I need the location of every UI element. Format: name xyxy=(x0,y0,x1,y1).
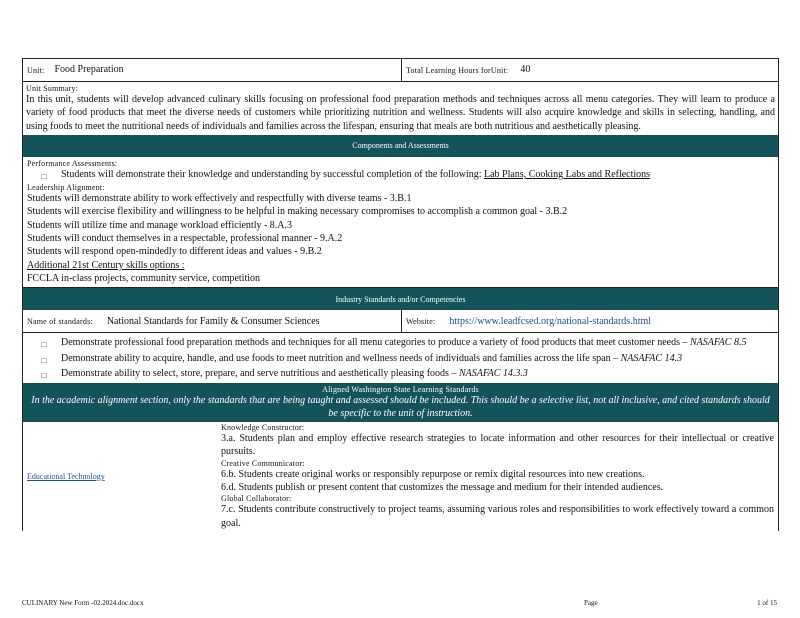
website-label: Website: xyxy=(406,316,436,326)
group-line: 7.c. Students contribute constructively to project teams, assuming various roles and responsibilities to work effectively toward a common goal. xyxy=(221,504,774,529)
leadership-item: Students will exercise flexibility and willingness to be helpful in making necessary compromises to accomplish a common goal - 3.B.2 xyxy=(27,206,568,218)
standard-text: Demonstrate professional food preparation methods and techniques for all menu categories to produce a variety of food products that meet customer needs – xyxy=(61,337,688,349)
bullet-icon: □ xyxy=(41,370,47,380)
page-footer xyxy=(22,599,777,607)
hours-label: Total Learning Hours forUnit: xyxy=(406,65,509,75)
aligned-note: In the academic alignment section, only the standards that are being taught and assessed should be included. This should be a selective list, not all inclusive, and cited standards should be specific to the unit of instruction. xyxy=(31,395,770,420)
curriculum-form xyxy=(22,58,779,531)
industry-bar: Industry Standards and/or Competencies xyxy=(23,288,778,310)
leadership-item: Students will demonstrate ability to work effectively and respectfully with diverse teams - 3.B.1 xyxy=(27,193,412,205)
standards-name-cell xyxy=(23,310,402,332)
assessments-block xyxy=(23,157,778,288)
group-line: 6.b. Students create original works or responsibly repurpose or remix digital resources into new creations. xyxy=(221,468,645,480)
website-cell xyxy=(402,310,778,332)
standard-ref: NASAFAC 14.3 xyxy=(620,352,683,364)
group-line: 3.a. Students plan and employ effective research strategies to locate information and other resources for their intellectual or creative pursuits. xyxy=(221,433,774,458)
bullet-icon: □ xyxy=(41,171,47,181)
standard-text: Demonstrate ability to acquire, handle, and use foods to meet nutrition and wellness needs of individuals and families across the life span – xyxy=(61,352,619,364)
performance-item xyxy=(27,168,775,183)
group-heading: Creative Communicator: xyxy=(221,458,305,468)
unit-header-row xyxy=(23,59,778,82)
leadership-item: Students will utilize time and manage workload efficiently - 8.A.3 xyxy=(27,219,293,231)
alignment-label-cell xyxy=(23,422,217,531)
additional-skills-text: FCCLA in-class projects, community service, competition xyxy=(27,272,261,284)
aligned-standards-bar xyxy=(23,383,778,422)
standard-ref: NASAFAC 14.3.3 xyxy=(458,367,528,379)
standard-item xyxy=(27,352,775,367)
performance-link[interactable]: Lab Plans, Cooking Labs and Reflections xyxy=(483,168,651,180)
unit-label: Unit: xyxy=(27,65,45,75)
standard-item xyxy=(27,367,775,382)
components-bar: Components and Assessments xyxy=(23,135,778,157)
group-heading: Knowledge Constructor: xyxy=(221,423,305,433)
hours-value: 40 xyxy=(520,64,531,76)
group-heading: Global Collaborator: xyxy=(221,494,292,504)
additional-skills-label: Additional 21st Century skills options : xyxy=(27,259,185,271)
bullet-icon: □ xyxy=(41,355,47,365)
unit-summary xyxy=(23,82,778,135)
unit-cell xyxy=(23,59,402,81)
alignment-label: Educational Technology xyxy=(27,472,105,482)
standards-name-row xyxy=(23,310,778,333)
footer-filename: CULINARY New Form -02.2024.doc.docx xyxy=(22,599,144,607)
unit-value: Food Preparation xyxy=(54,64,124,76)
alignment-content xyxy=(217,422,778,531)
performance-label: Performance Assessments: xyxy=(27,158,118,168)
performance-text: Students will demonstrate their knowledge and understanding by successful completion of the following: xyxy=(61,168,482,180)
group-line: 6.d. Students publish or present content that customizes the message and medium for their intended audiences. xyxy=(221,482,664,494)
leadership-item: Students will respond open-mindedly to different ideas and values - 9.B.2 xyxy=(27,246,322,258)
website-link[interactable]: https://www.leadfcsed.org/national-standards.html xyxy=(449,315,652,327)
summary-text: In this unit, students will develop advanced culinary skills focusing on professional food preparation methods and techniques across all menu categories. They will learn to produce a variety of food products that meet the diverse needs of customers while prioritizing nutrition and wellness. Students will also acquire knowledge and skills in selecting, handling, and using foods to meet the nutritional needs of individuals and families across the lifespan, ensuring that meals are both nutritious and aesthetically pleasing. xyxy=(26,94,775,132)
standards-name-label: Name of standards: xyxy=(27,316,93,326)
alignment-row xyxy=(23,422,778,531)
hours-cell xyxy=(402,59,778,81)
summary-label: Unit Summary: xyxy=(26,84,79,93)
standard-ref: NASAFAC 8.5 xyxy=(689,337,747,349)
standard-text: Demonstrate ability to select, store, prepare, and serve nutritious and aesthetically pleasing foods – xyxy=(61,367,457,379)
footer-page-label: Page xyxy=(584,599,598,607)
aligned-title: Aligned Washington State Learning Standards xyxy=(322,385,479,395)
leadership-label: Leadership Alignment: xyxy=(27,183,105,193)
standards-name-value: National Standards for Family & Consumer Sciences xyxy=(106,315,320,327)
standard-item xyxy=(27,336,775,351)
footer-page-count: 1 of 15 xyxy=(757,599,777,607)
standards-list xyxy=(23,333,778,383)
leadership-item: Students will conduct themselves in a respectable, professional manner - 9.A.2 xyxy=(27,233,343,245)
bullet-icon: □ xyxy=(41,340,47,350)
